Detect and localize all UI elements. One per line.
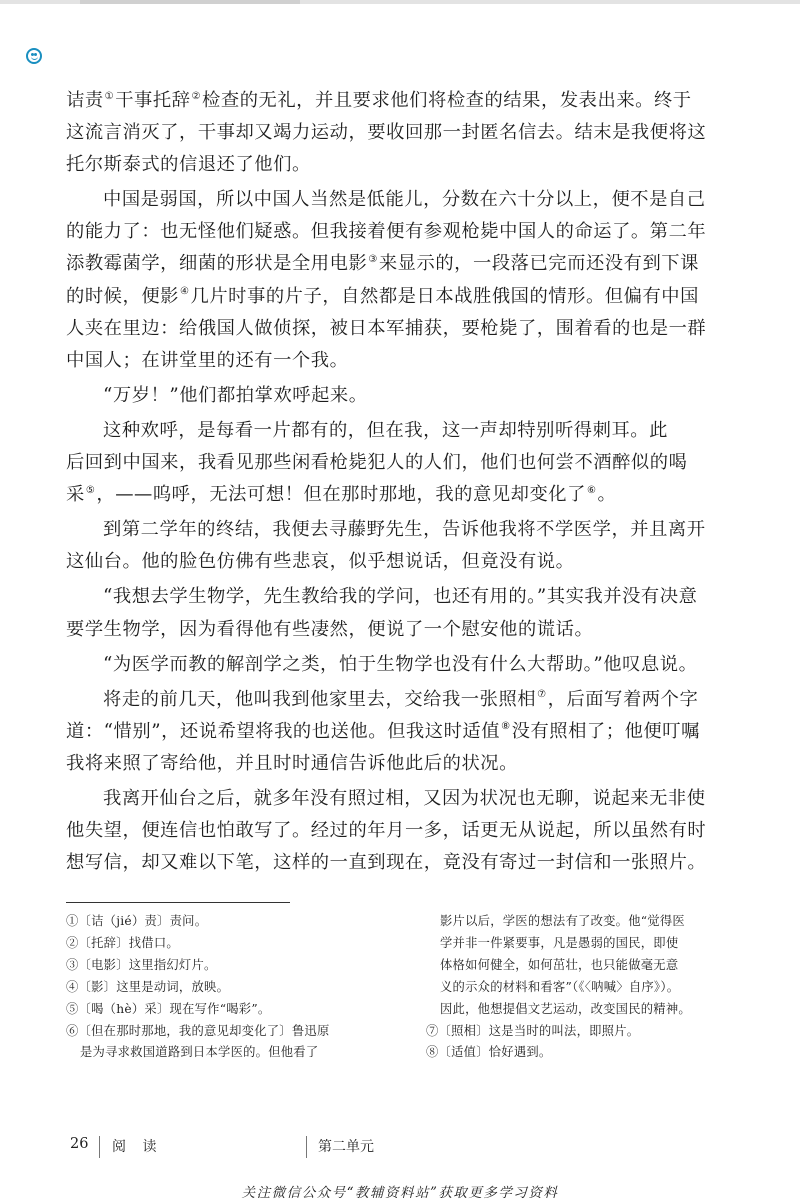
- footnote-line: ②〔托辞〕找借口。: [66, 935, 179, 950]
- footnote-line: ①〔诘（jié）责〕责问。: [66, 914, 208, 928]
- text-line: [66, 313, 742, 345]
- footer-section-title: 阅 读: [112, 1139, 163, 1155]
- text-run: “万岁！”他们都拍掌欢呼起来。: [103, 384, 368, 406]
- text-run: “为医学而教的解剖学之类，怕于生物学也没有什么大帮助。”他叹息说。: [103, 653, 698, 675]
- smiley-mouth: [31, 55, 38, 60]
- footnote-marker[interactable]: ②: [191, 90, 202, 102]
- footnote-marker[interactable]: ⑥: [586, 484, 597, 496]
- text-run: 我离开仙台之后，就多年没有照过相，又因为状况也无聊，说起来无非使: [103, 787, 706, 809]
- text-run: 他失望，便连信也怕敢写了。经过的年月一多，话更无从说起，所以虽然有时: [66, 820, 707, 842]
- text-line: [66, 184, 742, 216]
- text-line: [66, 684, 742, 716]
- text-line: [66, 783, 742, 815]
- footnote-line: 是为寻求救国道路到日本学医的。但他看了: [80, 1045, 319, 1060]
- footnote-marker[interactable]: ④: [180, 286, 190, 298]
- text-line: [66, 415, 742, 447]
- text-line: [66, 716, 742, 748]
- footnote-line: 体格如何健全，如何茁壮，也只能做毫无意: [440, 957, 679, 972]
- text-run: 没有照相了；他便叮嘱: [511, 720, 700, 742]
- footnote-marker[interactable]: ③: [368, 253, 378, 265]
- text-run: 托尔斯泰式的信退还了他们。: [66, 154, 311, 176]
- text-run: 将走的前几天，他叫我到他家里去，交给我一张照相: [103, 688, 537, 710]
- text-run: 检查的无礼，并且要求他们将检查的结果，发表出来。终于: [202, 90, 692, 111]
- text-line: [66, 248, 742, 280]
- text-line: [66, 149, 742, 181]
- footer-unit-title: 第二单元: [318, 1139, 374, 1155]
- body-text: [66, 85, 742, 879]
- footnote-line: 义的示众的材料和看客”（《〈呐喊〉自序》）。: [440, 979, 680, 994]
- text-run: 中国人；在讲堂里的还有一个我。: [66, 349, 349, 371]
- text-line: [66, 815, 742, 847]
- text-line: [66, 85, 742, 117]
- text-run: 来显示的，一段落已完而还没有到下课: [378, 253, 699, 275]
- text-line: [66, 614, 742, 646]
- footnote-line: ⑦〔照相〕这是当时的叫法，即照片。: [426, 1023, 640, 1038]
- text-run: 后回到中国来，我看见那些闲看枪毙犯人的人们，他们也何尝不酒醉似的喝: [66, 452, 688, 474]
- smiley-icon: [26, 48, 42, 64]
- footnotes-left-column: [66, 911, 410, 1064]
- text-line: [66, 345, 742, 377]
- footnote-marker[interactable]: ⑤: [85, 484, 96, 496]
- text-run: 道：“惜别”，还说希望将我的也送他。但我这时适值: [66, 720, 501, 742]
- footnote-line: 影片以后，学医的想法有了改变。他“觉得医: [440, 914, 685, 928]
- text-run: “我想去学生物学，先生教给我的学问，也还有用的。”其实我并没有决意: [103, 586, 698, 608]
- text-run: 人夹在里边：给俄国人做侦探，被日本军捕获，要枪毙了，围着看的也是一群: [66, 317, 707, 339]
- text-run: 添教霉菌学，细菌的形状是全用电影: [66, 253, 368, 275]
- footnote-marker[interactable]: ⑧: [501, 721, 511, 733]
- footnotes-right-column: [426, 911, 750, 1064]
- text-line: [66, 117, 742, 149]
- text-run: 采: [66, 484, 85, 506]
- footer-divider: [99, 1136, 100, 1158]
- footnote-line: ⑤〔喝（hè）采〕现在写作“喝彩”。: [66, 1001, 271, 1016]
- text-run: 这流言消灭了，干事却又竭力运动，要收回那一封匿名信去。结末是我便将这: [66, 122, 707, 144]
- watermark-text: 关注微信公众号“教辅资料站”获取更多学习资料: [241, 1185, 559, 1201]
- text-line: [66, 847, 742, 879]
- text-line: [66, 546, 742, 578]
- footnote-line: ③〔电影〕这里指幻灯片。: [66, 957, 217, 972]
- footnote-line: ⑧〔适值〕恰好遇到。: [426, 1045, 552, 1060]
- text-run: ，后面写着两个字: [547, 688, 699, 710]
- footer-divider: [306, 1136, 307, 1158]
- text-line: [66, 281, 742, 313]
- text-run: 这仙台。他的脸色仿佛有些悲哀，似乎想说话，但竟没有说。: [66, 551, 575, 573]
- footnote-line: ⑥〔但在那时那地，我的意见却变化了〕鲁迅原: [66, 1023, 330, 1038]
- text-line: [66, 216, 742, 248]
- footnote-divider: [66, 902, 290, 903]
- text-run: 到第二学年的终结，我便去寻藤野先生，告诉他我将不学医学，并且离开: [103, 519, 706, 541]
- text-run: 这种欢呼，是每看一片都有的，但在我，这一声却特别听得刺耳。此: [103, 419, 668, 441]
- text-run: 中国是弱国，所以中国人当然是低能儿，分数在六十分以上，便不是自己: [103, 189, 706, 211]
- footnote-marker[interactable]: ⑦: [537, 689, 547, 701]
- text-line: [66, 748, 742, 780]
- text-run: 的时候，便影: [66, 285, 179, 307]
- text-run: ，——呜呼，无法可想！但在那时那地，我的意见却变化了: [96, 484, 586, 506]
- top-edge-bar: [0, 0, 800, 4]
- page-number: 26: [70, 1136, 89, 1152]
- text-line: [66, 514, 742, 546]
- text-run: 的能力了：也无怪他们疑惑。但我接着便有参观枪毙中国人的命运了。第二年: [66, 221, 707, 243]
- text-line: [66, 380, 742, 412]
- text-run: 干事托辞: [115, 90, 191, 111]
- text-run: 想写信，却又难以下笔，这样的一直到现在，竟没有寄过一封信和一张照片。: [66, 852, 707, 874]
- text-run: 几片时事的片子，自然都是日本战胜俄国的情形。但偏有中国: [190, 285, 699, 307]
- top-edge-mark: [80, 0, 300, 4]
- text-line: [66, 649, 742, 681]
- text-run: 要学生物学，因为看得他有些凄然，便说了一个慰安他的谎话。: [66, 618, 594, 640]
- text-run: 我将来照了寄给他，并且时时通信告诉他此后的状况。: [66, 752, 518, 774]
- text-run: 诘责: [66, 90, 104, 111]
- footnote-marker[interactable]: ①: [104, 90, 115, 102]
- footnote-line: 因此，他想提倡文艺运动，改变国民的精神。: [440, 1001, 691, 1016]
- footnote-line: ④〔影〕这里是动词，放映。: [66, 979, 230, 994]
- footnote-line: 学并非一件紧要事，凡是愚弱的国民，即使: [440, 935, 679, 950]
- text-line: [66, 447, 742, 479]
- text-run: 。: [597, 484, 617, 506]
- page-footer: [66, 1136, 746, 1160]
- text-line: [66, 479, 742, 511]
- text-line: [66, 581, 742, 613]
